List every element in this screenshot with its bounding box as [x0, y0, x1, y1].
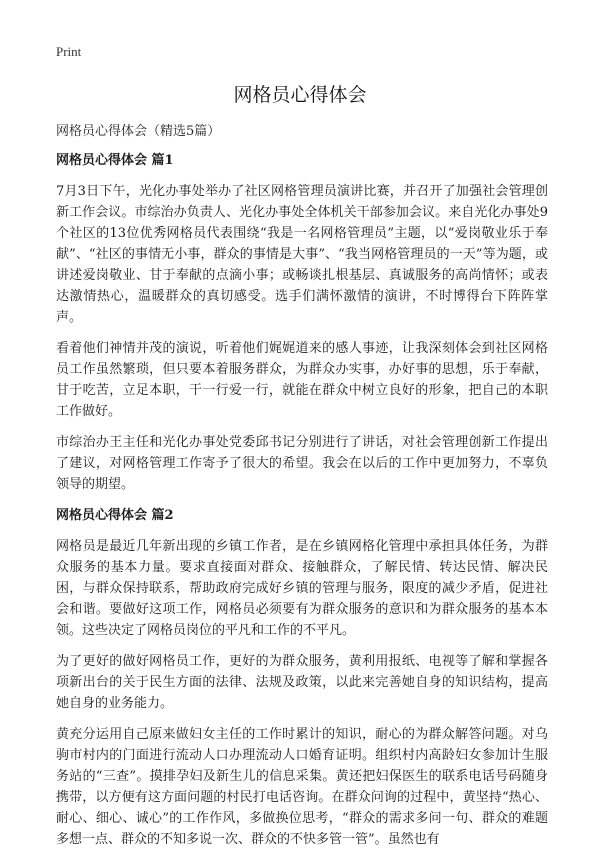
section-2: [56, 505, 548, 850]
page-subtitle: 网格员心得体会（精选5篇）: [56, 124, 221, 139]
section-heading: 网格员心得体会 篇2: [56, 508, 174, 523]
article-body: [56, 150, 548, 860]
paragraph: 黄充分运用自己原来做妇女主任的工作时累计的知识，耐心的为群众解答问题。对乌驹市村内的门面进行流动人口办理流动人口婚育证明。组织村内高龄妇女参加计生服务站的“三查”。摸排孕妇及新生儿的信息采集。黄还把妇保医生的联系电话号码随身携带，以方便有这方面问题的村民打电话咨询。在群众问询的过程中，黄坚持“热心、耐心、细心、诚心”的工作作风，多做换位思考，“群众的需求多问一句、群众的难题多想一点、群众的不知多说一次、群众的不快多管一管”。虽然也有: [56, 727, 548, 847]
paragraph: 7月3日下午，光化办事处举办了社区网格管理员演讲比赛，并召开了加强社会管理创新工作会议。市综治办负责人、光化办事处全体机关干部参加会议。来自光化办事处9个社区的13位优秀网格员代表围绕“我是一名网格管理员”主题，以“爱岗敬业乐于奉献”、“社区的事情无小事，群众的事情是大事”、“我当网格管理员的一天”等为题，或讲述爱岗敬业、甘于奉献的点滴小事；或畅谈扎根基层、真诚服务的高尚情怀；或表达激情热心，温暖群众的真切感受。选手们满怀激情的演讲，不时博得台下阵阵掌声。: [56, 184, 548, 325]
print-link[interactable]: Print: [56, 44, 82, 59]
paragraph: 为了更好的做好网格员工作，更好的为群众服务，黄利用报纸、电视等了解和掌握各项新出台的关于民生方面的法律、法规及政策，以此来完善她自身的知识结构，提高她自身的业务能力。: [56, 654, 548, 711]
page-title: 网格员心得体会: [233, 84, 367, 106]
paragraph: 看着他们神情并茂的演说，听着他们娓娓道来的感人事迹，让我深刻体会到社区网格员工作虽然繁琐，但只要本着服务群众，为群众办实事，办好事的思想，乐于奉献，甘于吃苦，立足本职，干一行爱一行，就能在群众中树立良好的形象，把自己的本职工作做好。: [56, 341, 548, 419]
paragraph: 网格员是最近几年新出现的乡镇工作者，是在乡镇网格化管理中承担具体任务，为群众服务的基本力量。要求直接面对群众、接触群众，了解民情、转达民情、解决民困，与群众保持联系，帮助政府完成好乡镇的管理与服务，限度的减少矛盾，促进社会和谐。要做好这项工作，网格员必须要有为群众服务的意识和为群众服务的基本本领。这些决定了网格员岗位的平凡和工作的不平凡。: [56, 539, 548, 638]
section-heading: 网格员心得体会 篇1: [56, 153, 174, 168]
paragraph: 市综治办王主任和光化办事处党委邱书记分别进行了讲话，对社会管理创新工作提出了建议，对网格管理工作寄予了很大的希望。我会在以后的工作中更加努力，不辜负领导的期望。: [56, 435, 548, 492]
section-1: [56, 150, 548, 495]
